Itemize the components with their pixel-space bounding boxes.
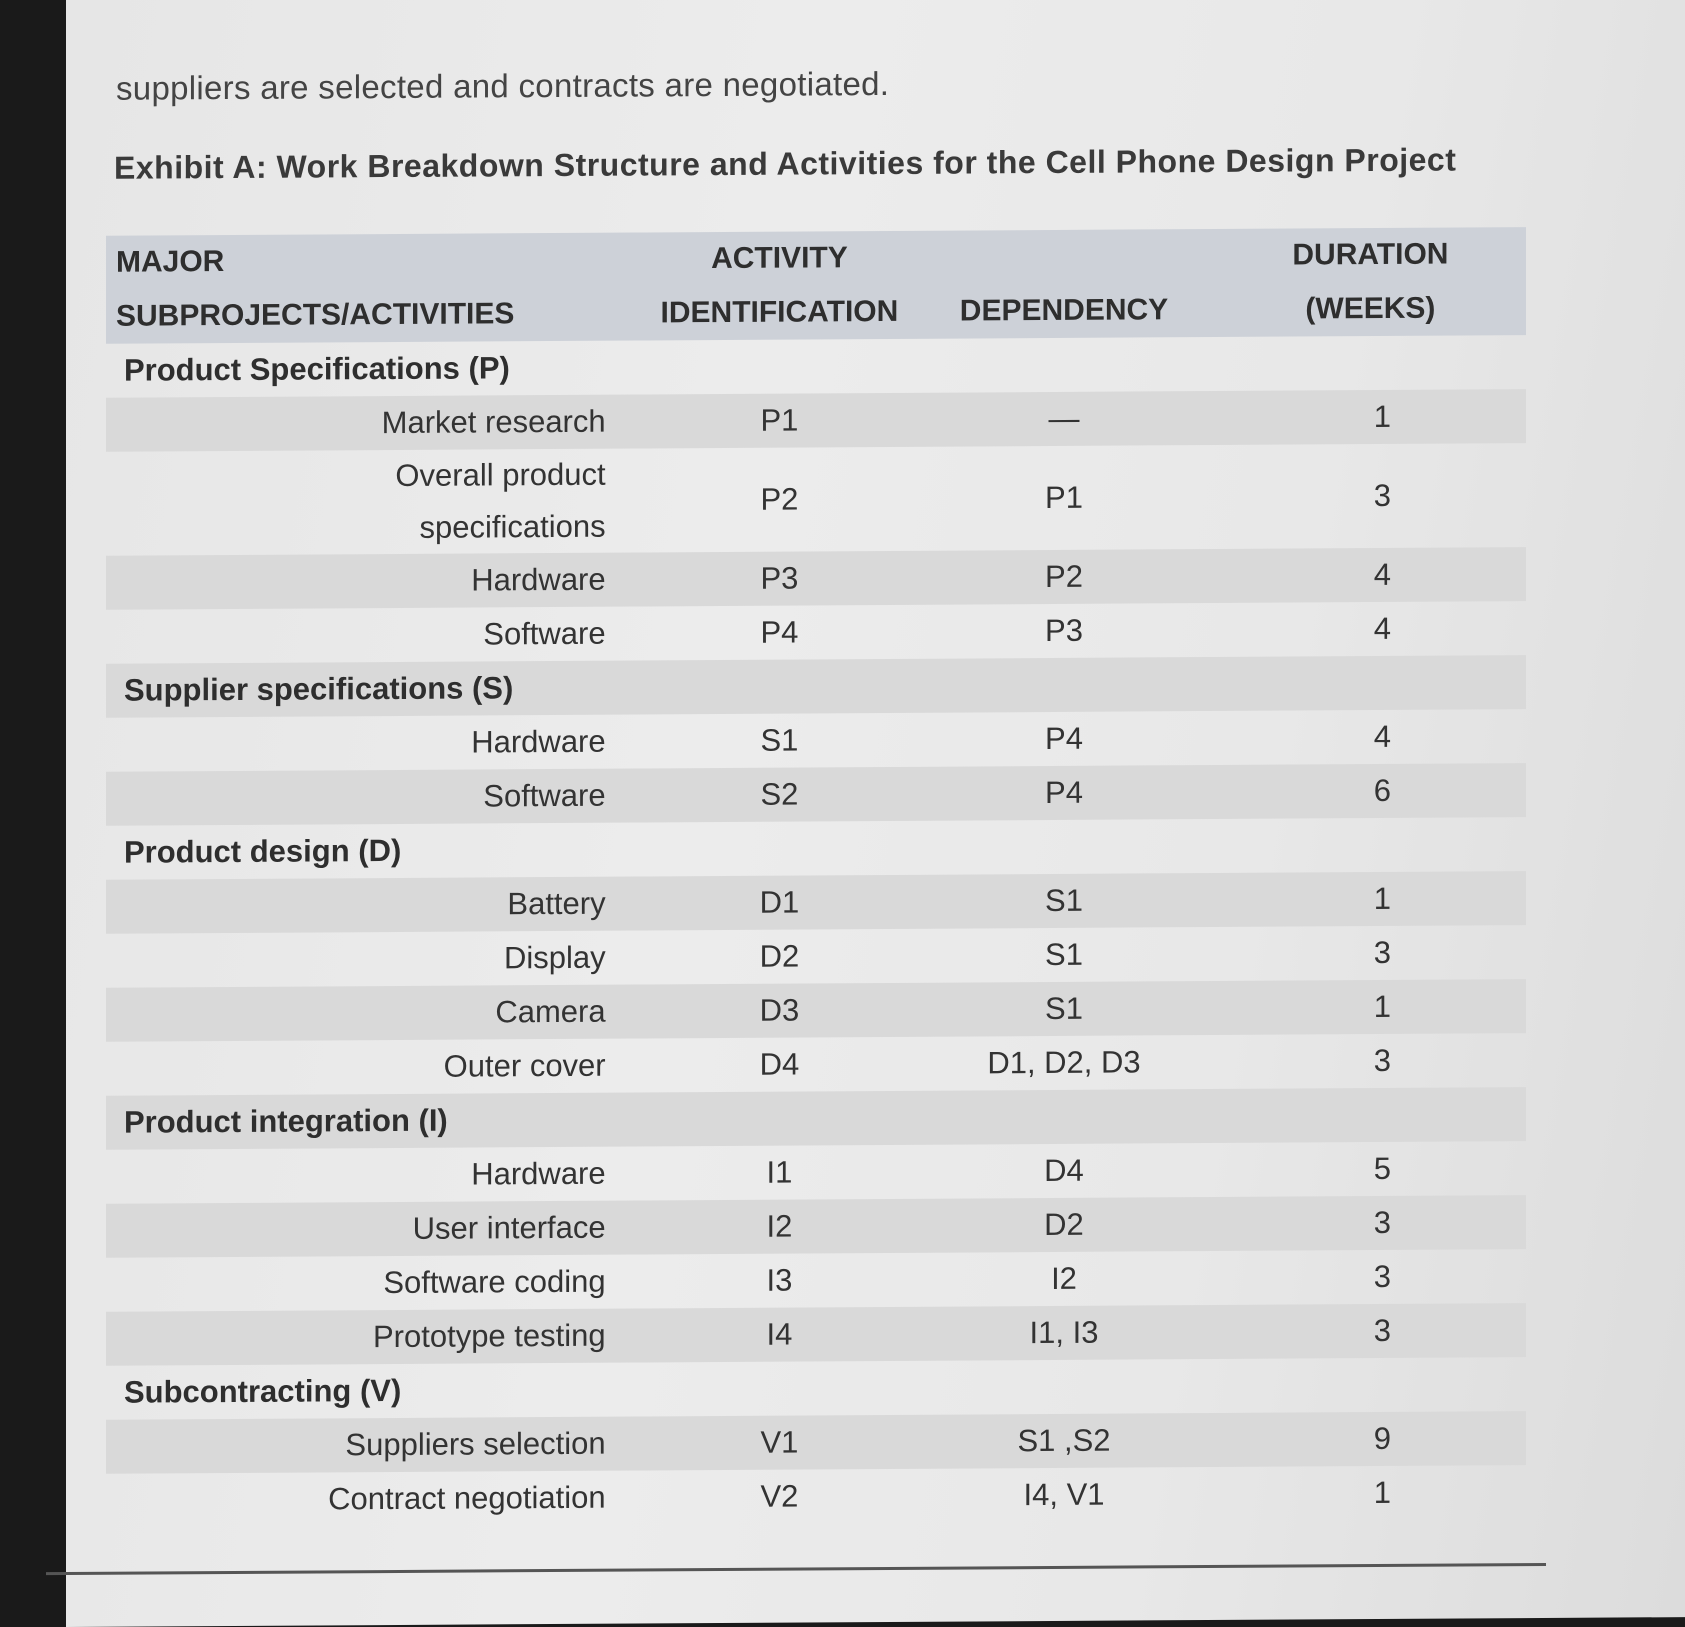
activity-name: Camera <box>495 993 606 1030</box>
table-row <box>106 1033 1526 1096</box>
activity-duration: 9 <box>1373 1420 1391 1457</box>
activity-name: Outer cover <box>443 1047 606 1084</box>
activity-duration: 5 <box>1373 1150 1391 1187</box>
activity-duration: 3 <box>1373 477 1391 514</box>
activity-name-line2: specifications <box>419 508 606 545</box>
table-header-row <box>106 227 1526 344</box>
activity-duration: 1 <box>1373 880 1391 917</box>
activity-duration: 3 <box>1373 1258 1391 1295</box>
activity-duration: 4 <box>1373 718 1391 755</box>
table-row <box>106 547 1526 610</box>
activity-duration: 6 <box>1373 772 1391 809</box>
activity-id: D1 <box>759 884 800 920</box>
header-subprojects-line2: SUBPROJECTS/ACTIVITIES <box>116 297 515 333</box>
activity-id: P4 <box>760 614 799 650</box>
activity-id: V2 <box>760 1478 799 1514</box>
activity-id: P1 <box>760 402 799 438</box>
group-label: Product integration (I) <box>124 1102 448 1140</box>
activity-duration: 3 <box>1373 1042 1391 1079</box>
activity-dependency: D2 <box>1044 1206 1084 1243</box>
header-subprojects <box>106 232 646 343</box>
activity-id: D4 <box>759 1046 800 1082</box>
header-dependency: DEPENDENCY <box>959 293 1169 328</box>
activity-id: P2 <box>760 481 799 517</box>
table-row <box>106 925 1526 988</box>
activity-id: V1 <box>760 1424 799 1460</box>
group-row <box>106 335 1526 398</box>
activity-name: Prototype testing <box>372 1317 606 1355</box>
activity-dependency: I1, I3 <box>1029 1314 1099 1351</box>
intro-text: suppliers are selected and contracts are negotiated. <box>116 64 890 107</box>
table-row <box>106 1303 1526 1366</box>
activity-dependency: D4 <box>1044 1152 1084 1189</box>
group-row <box>106 1357 1526 1420</box>
table-row <box>106 601 1526 664</box>
activity-dependency: S1 <box>1045 990 1083 1027</box>
group-label: Supplier specifications (S) <box>124 670 514 708</box>
activity-dependency: I4, V1 <box>1023 1476 1105 1513</box>
table-row <box>106 709 1526 772</box>
header-duration-line1: DURATION <box>1292 237 1449 272</box>
activity-id: S1 <box>760 722 799 758</box>
activity-id: I1 <box>766 1154 793 1190</box>
activity-duration: 3 <box>1373 934 1391 971</box>
group-label: Product Specifications (P) <box>124 350 510 388</box>
activity-dependency: S1 <box>1045 882 1083 919</box>
activity-duration: 3 <box>1373 1204 1391 1241</box>
document-page <box>66 0 1685 1627</box>
activity-name: Suppliers selection <box>345 1425 606 1463</box>
bottom-rule-divider <box>46 1563 1546 1575</box>
activity-name <box>106 448 646 555</box>
group-row <box>106 817 1526 880</box>
exhibit-title: Exhibit A: Work Breakdown Structure and Activities for the Cell Phone Design Project <box>114 141 1457 186</box>
activity-id: P3 <box>760 560 799 596</box>
activity-id: I2 <box>766 1208 793 1244</box>
table-row <box>106 389 1526 452</box>
header-duration <box>1215 227 1526 337</box>
activity-dependency: S1 ,S2 <box>1017 1422 1111 1459</box>
activity-duration: 1 <box>1373 398 1391 435</box>
activity-dependency: P1 <box>1045 479 1083 516</box>
table-row <box>106 871 1526 934</box>
group-label: Product design (D) <box>124 832 402 870</box>
activity-id: I3 <box>766 1262 793 1298</box>
table-row <box>106 1195 1526 1258</box>
activity-duration: 1 <box>1373 988 1391 1025</box>
header-identification <box>646 231 914 341</box>
group-row <box>106 1087 1526 1150</box>
activity-duration: 1 <box>1373 1474 1391 1511</box>
activity-name: Hardware <box>471 1155 606 1192</box>
activity-name: Battery <box>507 885 606 922</box>
header-duration-line2: (WEEKS) <box>1305 291 1436 326</box>
activity-name: Contract negotiation <box>328 1479 606 1517</box>
activity-dependency: S1 <box>1045 936 1083 973</box>
header-subprojects-line1: MAJOR <box>116 245 225 279</box>
activity-name: Software <box>483 777 606 814</box>
activity-name: Display <box>503 939 606 976</box>
activity-dependency: P4 <box>1045 720 1083 757</box>
activity-name: Market research <box>381 403 606 441</box>
wbs-table <box>106 227 1526 1528</box>
header-identification-line2: IDENTIFICATION <box>660 294 899 330</box>
activity-duration: 4 <box>1373 610 1391 647</box>
activity-name: Software coding <box>383 1263 606 1301</box>
activity-dependency: P3 <box>1045 612 1083 649</box>
activity-name: Hardware <box>471 723 606 760</box>
activity-id: D3 <box>759 992 800 1028</box>
activity-name-line1: Overall product <box>395 456 606 493</box>
activity-duration: 3 <box>1373 1312 1391 1349</box>
activity-name: Hardware <box>471 561 606 598</box>
activity-dependency: I2 <box>1051 1260 1077 1296</box>
activity-duration: 4 <box>1373 556 1391 593</box>
activity-dependency: D1, D2, D3 <box>987 1044 1141 1081</box>
activity-dependency: P2 <box>1045 558 1083 595</box>
activity-dependency: P4 <box>1045 774 1083 811</box>
activity-dependency: — <box>1048 400 1080 436</box>
table-row <box>106 979 1526 1042</box>
table-row <box>106 1141 1526 1204</box>
table-row <box>106 1465 1526 1528</box>
activity-id: D2 <box>759 938 800 974</box>
table-row <box>106 1411 1526 1474</box>
header-identification-line1: ACTIVITY <box>711 241 848 276</box>
table-row <box>106 1249 1526 1312</box>
activity-id: S2 <box>760 776 799 812</box>
group-row <box>106 655 1526 718</box>
table-row <box>106 443 1526 556</box>
activity-name: User interface <box>412 1209 606 1246</box>
activity-id: I4 <box>766 1316 793 1352</box>
activity-name: Software <box>483 615 606 652</box>
table-row <box>106 763 1526 826</box>
group-label: Subcontracting (V) <box>124 1372 402 1410</box>
